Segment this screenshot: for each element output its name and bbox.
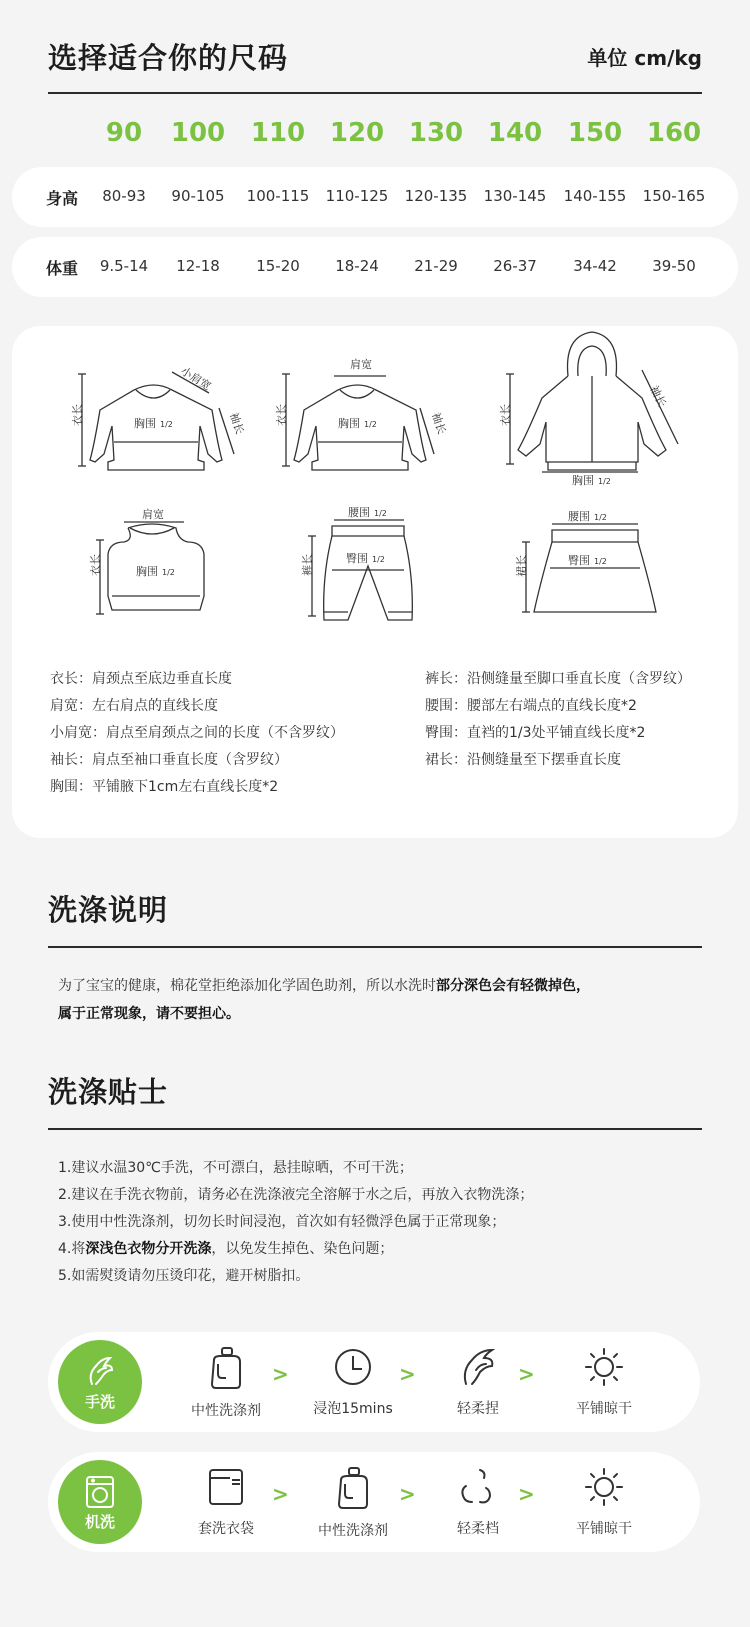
divider — [48, 1128, 702, 1130]
arrow-icon: > — [518, 1482, 535, 1506]
weight-row — [12, 237, 738, 297]
machine-wash-panel — [48, 1452, 700, 1552]
chest-label: 胸围 — [136, 565, 158, 578]
size-label: 100 — [170, 118, 226, 148]
length-label: 衣长 — [89, 554, 102, 576]
tip-text: ，以免发生掉色、染色问题； — [211, 1241, 394, 1257]
step-label: 中性洗涤剂 — [191, 1403, 261, 1419]
chest-label: 胸围 — [338, 417, 360, 430]
size-chart-header — [48, 36, 702, 77]
machine-step-bag — [171, 1466, 281, 1538]
divider — [48, 946, 702, 948]
tip-item: 2.建议在手洗衣物前，请务必在洗涤液完全溶解于水之后，再放入衣物洗涤； — [58, 1187, 534, 1203]
chest-label: 胸围 — [134, 417, 156, 430]
hand-step-soak — [298, 1346, 408, 1418]
washing-machine-icon — [82, 1474, 118, 1510]
hip-label: 臀围 — [568, 554, 590, 567]
half-label: 1/2 — [598, 477, 611, 486]
sleeve-label: 袖长 — [647, 383, 669, 410]
desc-line: 肩宽：左右肩点的直线长度 — [50, 698, 218, 714]
wash-note-bold: 部分深色会有轻微掉色， — [436, 978, 590, 994]
machine-wash-label: 机洗 — [84, 1513, 115, 1531]
length-label: 衣长 — [499, 404, 512, 426]
pants-diagram-icon — [308, 520, 412, 620]
length-label: 衣长 — [71, 404, 84, 426]
size-label: 150 — [567, 118, 623, 148]
desc-line: 裙长：沿侧缝量至下摆垂直长度 — [425, 752, 621, 768]
arrow-icon: > — [272, 1362, 289, 1386]
height-value: 150-165 — [642, 187, 706, 205]
size-label: 160 — [646, 118, 702, 148]
desc-line: 胸围：平铺腋下1cm左右直线长度*2 — [50, 779, 279, 795]
height-value: 80-93 — [102, 187, 146, 205]
hand-step-dry — [549, 1346, 659, 1418]
weight-value: 26-37 — [493, 257, 537, 275]
hand-squeeze-icon — [458, 1346, 498, 1388]
hoodie-diagram-icon — [506, 332, 678, 472]
size-label: 130 — [408, 118, 464, 148]
wash-note-text — [58, 972, 698, 1028]
unit-label: 单位 cm/kg — [587, 46, 702, 70]
weight-label: 体重 — [46, 259, 79, 278]
hand-wash-label: 手洗 — [84, 1393, 115, 1411]
wash-note-normal: 为了宝宝的健康，棉花堂拒绝添加化学固色助剂，所以水洗时 — [58, 978, 436, 994]
sun-icon — [583, 1346, 625, 1388]
wash-note-header — [48, 888, 702, 929]
desc-line: 衣长：肩颈点至底边垂直长度 — [50, 671, 232, 687]
half-label: 1/2 — [372, 555, 385, 564]
clock-icon — [332, 1346, 374, 1388]
pants-length-label: 裤长 — [301, 554, 314, 576]
weight-value: 34-42 — [573, 257, 617, 275]
size-label: 110 — [250, 118, 306, 148]
small-shoulder-label: 小肩宽 — [178, 364, 214, 394]
arrow-icon: > — [518, 1362, 535, 1386]
measurement-guide-card — [12, 326, 738, 838]
waist-label: 腰围 — [568, 510, 590, 523]
height-value: 90-105 — [171, 187, 225, 205]
wash-note-title: 洗涤说明 — [48, 893, 169, 927]
wash-tips-list — [58, 1155, 698, 1290]
height-value: 120-135 — [404, 187, 468, 205]
step-label: 中性洗涤剂 — [318, 1523, 388, 1539]
chest-label: 胸围 — [572, 474, 594, 487]
measure-desc-right — [425, 666, 691, 774]
tip-item: 3.使用中性洗涤剂，切勿长时间浸泡，首次如有轻微浮色属于正常现象； — [58, 1214, 506, 1230]
step-label: 轻柔捏 — [457, 1401, 499, 1417]
detergent-bottle-icon — [333, 1466, 373, 1510]
desc-line: 裤长：沿侧缝量至脚口垂直长度（含罗纹） — [425, 671, 691, 687]
desc-line: 袖长：肩点至袖口垂直长度（含罗纹） — [50, 752, 288, 768]
sleeve-label: 袖长 — [429, 410, 449, 436]
hand-icon — [82, 1354, 118, 1390]
tip-text: 4.将 — [58, 1241, 86, 1257]
step-label: 轻柔档 — [457, 1521, 499, 1537]
size-chart-title: 选择适合你的尺码 — [48, 41, 289, 75]
divider — [48, 92, 702, 94]
height-value: 100-115 — [246, 187, 310, 205]
hand-step-detergent — [171, 1346, 281, 1420]
wash-tips-title: 洗涤贴士 — [48, 1075, 169, 1109]
laundry-bag-icon — [206, 1466, 246, 1508]
step-label: 平铺晾干 — [576, 1401, 632, 1417]
half-label: 1/2 — [364, 420, 377, 429]
weight-value: 9.5-14 — [99, 257, 149, 275]
sleeve-label: 袖长 — [227, 410, 247, 436]
half-label: 1/2 — [160, 420, 173, 429]
weight-value: 39-50 — [652, 257, 696, 275]
machine-step-dry — [549, 1466, 659, 1538]
hip-label: 臀围 — [346, 552, 368, 565]
weight-value: 12-18 — [176, 257, 220, 275]
weight-value: 15-20 — [256, 257, 300, 275]
tip-item: 5.如需熨烫请勿压烫印花，避开树脂扣。 — [58, 1268, 310, 1284]
weight-value: 18-24 — [335, 257, 379, 275]
hand-wash-badge — [58, 1340, 142, 1424]
step-label: 浸泡15mins — [313, 1401, 393, 1417]
tip-bold: 深浅色衣物分开洗涤 — [85, 1241, 212, 1257]
machine-step-detergent — [298, 1466, 408, 1540]
half-label: 1/2 — [594, 557, 607, 566]
size-label: 90 — [105, 118, 143, 148]
step-label: 平铺晾干 — [576, 1521, 632, 1537]
sun-icon — [583, 1466, 625, 1508]
height-value: 140-155 — [563, 187, 627, 205]
wash-note-bold: 属于正常现象，请不要担心。 — [58, 1006, 240, 1022]
desc-line: 腰围：腰部左右端点的直线长度*2 — [425, 698, 637, 714]
step-label: 套洗衣袋 — [198, 1521, 254, 1537]
height-row — [12, 167, 738, 227]
wash-tips-header — [48, 1070, 702, 1111]
shoulder-label: 肩宽 — [350, 358, 372, 371]
detergent-bottle-icon — [206, 1346, 246, 1390]
half-label: 1/2 — [594, 513, 607, 522]
height-label: 身高 — [46, 189, 79, 208]
arrow-icon: > — [399, 1482, 416, 1506]
measure-desc-left — [50, 666, 344, 801]
tip-item: 1.建议水温30℃手洗，不可漂白，悬挂晾晒，不可干洗； — [58, 1160, 413, 1176]
skirt-diagram-icon — [522, 524, 656, 612]
weight-value: 21-29 — [414, 257, 458, 275]
machine-wash-badge — [58, 1460, 142, 1544]
skirt-length-label: 裙长 — [515, 555, 528, 577]
desc-line: 小肩宽：肩点至肩颈点之间的长度（不含罗纹） — [50, 725, 344, 741]
hand-wash-panel — [48, 1332, 700, 1432]
size-label: 120 — [329, 118, 385, 148]
half-label: 1/2 — [374, 509, 387, 518]
machine-step-gentle — [423, 1466, 533, 1538]
desc-line: 臀围：直裆的1/3处平铺直线长度*2 — [425, 725, 646, 741]
height-value: 110-125 — [325, 187, 389, 205]
shoulder-label: 肩宽 — [142, 508, 164, 521]
hand-step-gentle — [423, 1346, 533, 1418]
size-header-row — [0, 118, 750, 158]
height-value: 130-145 — [483, 187, 547, 205]
arrow-icon: > — [399, 1362, 416, 1386]
arrow-icon: > — [272, 1482, 289, 1506]
tip-item — [58, 1236, 698, 1263]
sweatshirt-diagram-icon — [78, 372, 234, 470]
waist-label: 腰围 — [348, 506, 370, 519]
gentle-cycle-icon — [456, 1466, 500, 1508]
length-label: 衣长 — [275, 404, 288, 426]
size-label: 140 — [487, 118, 543, 148]
half-label: 1/2 — [162, 568, 175, 577]
